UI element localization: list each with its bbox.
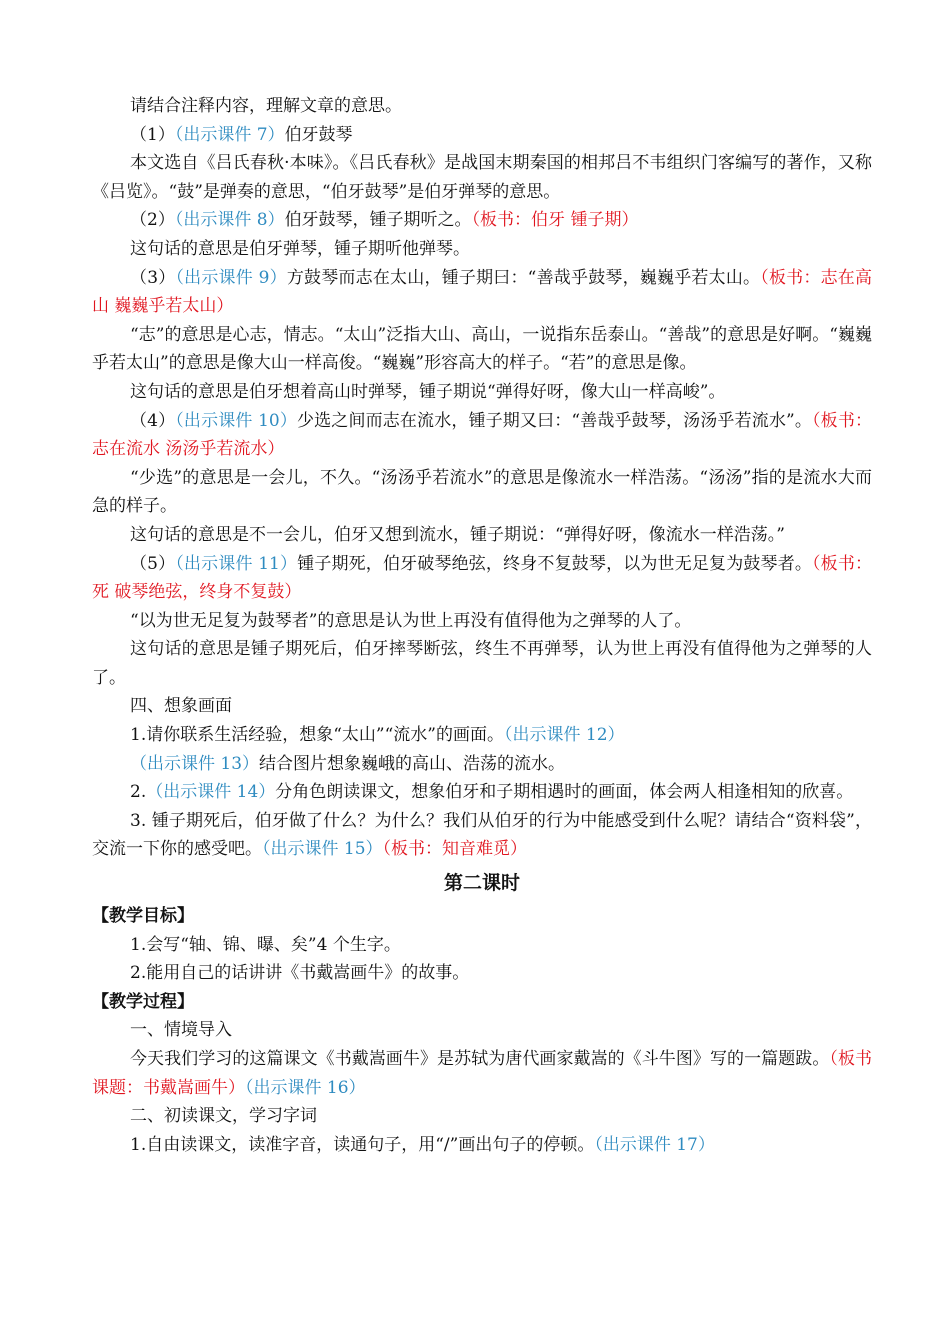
text: “以为世无足复为鼓琴者”的意思是认为世上再没有值得他为之弹琴的人了。 xyxy=(130,610,692,631)
goal-item xyxy=(92,931,872,960)
process-heading: 【教学过程】 xyxy=(92,991,194,1012)
courseware-ref: （出示课件 13） xyxy=(130,753,260,774)
text: 1.自由读课文，读准字音，读通句子，用“/”画出句子的停顿。 xyxy=(130,1134,595,1155)
text: “少选”的意思是一会儿，不久。“汤汤乎若流水”的意思是像流水一样浩荡。“汤汤”指的是流水大而急的样子。 xyxy=(92,467,872,517)
paragraph xyxy=(92,750,872,779)
courseware-ref: （出示课件 8） xyxy=(174,210,285,231)
text: 四、想象画面 xyxy=(130,696,232,717)
goal-item xyxy=(92,959,872,988)
lesson-title: 第二课时 xyxy=(443,872,520,895)
paragraph xyxy=(92,550,872,607)
text: （5） xyxy=(130,553,176,574)
paragraph xyxy=(92,407,872,464)
paragraph xyxy=(92,206,872,235)
paragraph xyxy=(92,521,872,550)
text: 这句话的意思是伯牙弹琴，锺子期听他弹琴。 xyxy=(130,238,470,259)
text: 这句话的意思是锺子期死后，伯牙摔琴断弦，终生不再弹琴，认为世上再没有值得他为之弹琴的人了。 xyxy=(92,639,872,688)
text: 伯牙鼓琴，锺子期听之。 xyxy=(284,210,472,231)
paragraph xyxy=(92,121,872,150)
text: 2.能用自己的话讲讲《书戴嵩画牛》的故事。 xyxy=(130,963,470,984)
blackboard-note: （板书：伯牙 锺子期） xyxy=(471,210,639,231)
courseware-ref: （出示课件 17） xyxy=(594,1134,715,1155)
paragraph xyxy=(92,721,872,750)
text: “志”的意思是心志，情志。“太山”泛指大山、高山，一说指东岳泰山。“善哉”的意思是好啊。“巍巍乎若太山”的意思是像大山一样高俊。“巍巍”形容高大的样子。“若”的意思是像。 xyxy=(92,324,872,374)
blackboard-note: （板书：志在流水 汤汤乎若流水） xyxy=(92,410,872,460)
text: 今天我们学习的这篇课文《书戴嵩画牛》是苏轼为唐代画家戴嵩的《斗牛图》写的一篇题跋。 xyxy=(130,1049,830,1069)
courseware-ref: （出示课件 12） xyxy=(503,725,625,746)
text: 少选之间而志在流水，锺子期又曰：“善哉乎鼓琴，汤汤乎若流水”。 xyxy=(297,410,813,431)
text: 1.会写“轴、锦、曝、矣”4 个生字。 xyxy=(130,934,401,955)
text: 1.请你联系生活经验，想象“太山”“流水”的画面。 xyxy=(130,725,504,746)
courseware-ref: （出示课件 7） xyxy=(174,124,285,145)
blackboard-note: （板书：知音难觅） xyxy=(382,839,528,860)
paragraph xyxy=(92,378,872,407)
paragraph xyxy=(92,635,872,692)
text: 2. xyxy=(130,782,147,803)
text: 锺子期死，伯牙破琴绝弦，终身不复鼓琴，以为世无足复为鼓琴者。 xyxy=(297,553,813,574)
text: （4） xyxy=(130,410,176,431)
paragraph xyxy=(92,607,872,636)
paragraph xyxy=(92,149,872,206)
text: 伯牙鼓琴 xyxy=(284,124,353,145)
courseware-ref: （出示课件 16） xyxy=(245,1077,366,1098)
courseware-ref: （出示课件 11） xyxy=(175,553,298,574)
paragraph xyxy=(92,321,872,378)
text: 分角色朗读课文，想象伯牙和子期相遇时的画面，体会两人相逢相知的欣喜。 xyxy=(275,782,854,803)
goals-heading: 【教学目标】 xyxy=(92,906,194,927)
text: 二、初读课文，学习字词 xyxy=(130,1106,317,1127)
courseware-ref: （出示课件 15） xyxy=(262,839,383,860)
paragraph xyxy=(92,264,872,321)
text: （2） xyxy=(130,210,175,231)
paragraph xyxy=(92,807,872,864)
paragraph xyxy=(92,778,872,807)
courseware-ref: （出示课件 10） xyxy=(175,410,297,431)
document-page xyxy=(92,92,872,1159)
paragraph xyxy=(92,92,872,121)
blackboard-note: （板书课题：书戴嵩画牛） xyxy=(92,1049,873,1098)
blackboard-note: （板书：死 破琴绝弦，终身不复鼓） xyxy=(92,553,873,603)
text: 方鼓琴而志在太山，锺子期曰：“善哉乎鼓琴，巍巍乎若太山。 xyxy=(286,267,761,288)
paragraph xyxy=(92,235,872,264)
text: 3. 锺子期死后，伯牙做了什么？为什么？我们从伯牙的行为中能感受到什么呢？请结合“资料袋”，交流一下你的感受吧。 xyxy=(92,810,872,860)
section-heading xyxy=(92,1102,872,1131)
text: 本文选自《吕氏春秋·本味》。《吕氏春秋》是战国末期秦国的相邦吕不韦组织门客编写的著作，又称《吕览》。“鼓”是弹奏的意思，“伯牙鼓琴”是伯牙弹琴的意思。 xyxy=(92,153,872,202)
paragraph xyxy=(92,1045,872,1102)
section-heading xyxy=(92,1016,872,1045)
text: 一、情境导入 xyxy=(130,1020,232,1041)
text: 这句话的意思是不一会儿，伯牙又想到流水，锺子期说：“弹得好呀，像流水一样浩荡。” xyxy=(130,524,785,545)
section-heading xyxy=(92,692,872,721)
text: 请结合注释内容，理解文章的意思。 xyxy=(130,96,402,116)
text: （1） xyxy=(130,124,175,145)
text: 结合图片想象巍峨的高山、浩荡的流水。 xyxy=(259,753,566,774)
blackboard-note: （板书：志在高山 巍巍乎若太山） xyxy=(92,267,872,317)
text: 这句话的意思是伯牙想着高山时弹琴，锺子期说“弹得好呀，像大山一样高峻”。 xyxy=(130,381,726,402)
text: （3） xyxy=(130,267,176,288)
courseware-ref: （出示课件 9） xyxy=(175,267,287,288)
paragraph xyxy=(92,1131,872,1160)
paragraph xyxy=(92,464,872,521)
courseware-ref: （出示课件 14） xyxy=(146,782,276,803)
